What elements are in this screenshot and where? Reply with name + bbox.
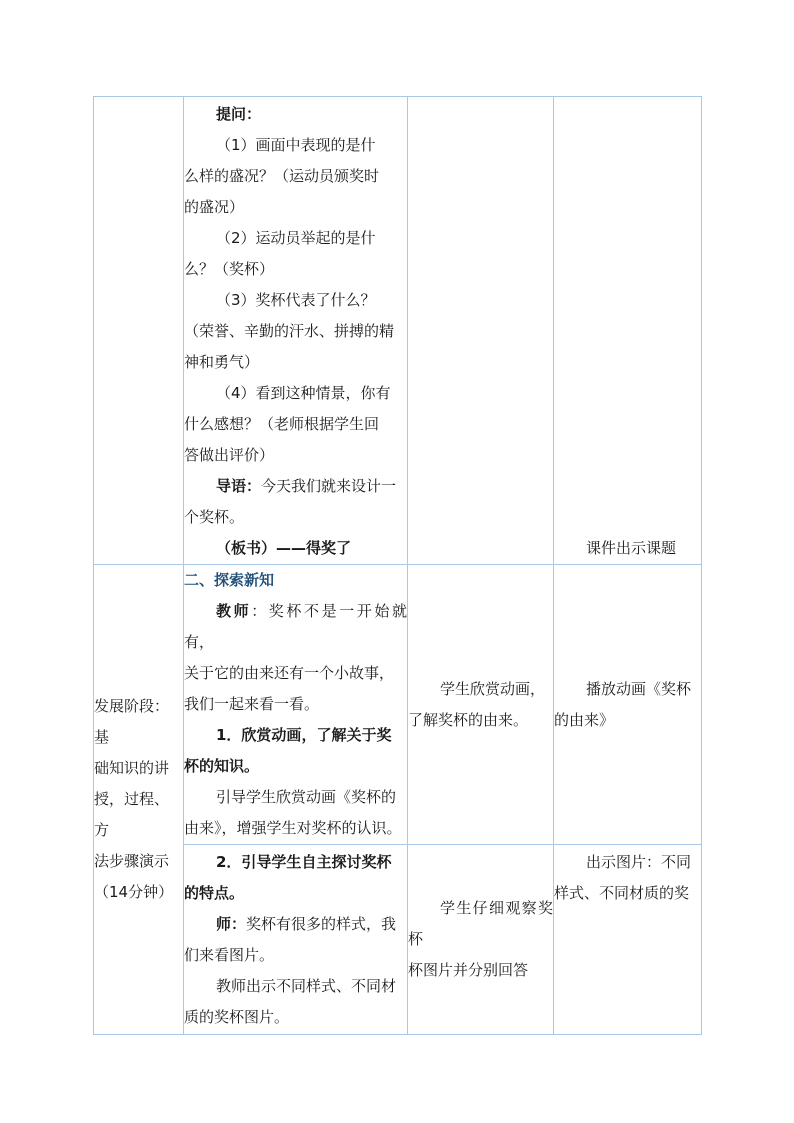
teacher-line-2: 们来看图片。 bbox=[184, 946, 275, 964]
media-cell bbox=[554, 565, 702, 845]
board-writing: （板书）——得奖了 bbox=[216, 539, 352, 557]
teacher-line-3: 我们一起来看一看。 bbox=[184, 695, 320, 713]
student-line-2: 了解奖杯的由来。 bbox=[408, 710, 529, 729]
table-row bbox=[94, 845, 702, 1035]
guide-line-2: 个奖杯。 bbox=[184, 508, 245, 526]
question-3-line-3: 神和勇气） bbox=[184, 353, 260, 371]
teacher-line-1 bbox=[184, 909, 407, 940]
stage-line-2: 础知识的讲 bbox=[94, 759, 170, 777]
media-note: 课件出示课题 bbox=[586, 539, 677, 557]
stage-line-5: （14分钟） bbox=[94, 883, 174, 901]
question-4-line-3: 答做出评价） bbox=[184, 446, 275, 464]
question-2-line-2: 么？（奖杯） bbox=[184, 260, 275, 278]
teacher-label: 师： bbox=[216, 915, 247, 933]
teacher-label: 教师 bbox=[216, 602, 252, 620]
stage-cell-empty bbox=[94, 97, 184, 565]
media-line-2: 的由来》 bbox=[554, 710, 615, 729]
stage-cell bbox=[94, 565, 184, 1035]
step-1-desc-line-2: 由来》，增强学生对奖杯的认识。 bbox=[184, 819, 402, 837]
table-row bbox=[94, 565, 702, 845]
table-row bbox=[94, 97, 702, 565]
lesson-plan-table bbox=[93, 96, 702, 1035]
section-heading: 二、探索新知 bbox=[184, 571, 275, 589]
student-line-1: 学生仔细观察奖杯 bbox=[408, 899, 553, 948]
teacher-text: 奖杯有很多的样式，我 bbox=[246, 915, 397, 933]
teacher-activity-cell bbox=[184, 845, 408, 1035]
media-line-1: 播放动画《奖杯 bbox=[586, 679, 692, 698]
show-line-1: 教师出示不同样式、不同材 bbox=[216, 977, 397, 995]
teacher-line-2: 关于它的由来还有一个小故事， bbox=[184, 664, 395, 682]
step-1-line-1: 1．欣赏动画，了解关于奖 bbox=[216, 726, 392, 744]
question-label: 提问： bbox=[216, 105, 262, 123]
question-1-line-3: 的盛况） bbox=[184, 198, 245, 216]
question-3-line-1: （3）奖杯代表了什么？ bbox=[216, 291, 376, 309]
question-4-line-2: 什么感想？（老师根据学生回 bbox=[184, 415, 380, 433]
media-cell bbox=[554, 845, 702, 1035]
guide-label: 导语： bbox=[216, 477, 262, 495]
teacher-activity-cell bbox=[184, 565, 408, 845]
guide-line-1 bbox=[184, 471, 407, 502]
question-3-line-2: （荣誉、辛勤的汗水、拼搏的精 bbox=[184, 322, 395, 340]
stage-line-3: 授，过程、方 bbox=[94, 790, 170, 839]
media-cell bbox=[554, 97, 702, 565]
teacher-line-1 bbox=[184, 596, 407, 658]
student-activity-cell bbox=[408, 845, 554, 1035]
question-1-line-2: 么样的盛况？（运动员颁奖时 bbox=[184, 167, 380, 185]
media-line-2: 样式、不同材质的奖 bbox=[554, 884, 690, 902]
step-1-desc-line-1: 引导学生欣赏动画《奖杯的 bbox=[216, 788, 397, 806]
guide-text: 今天我们就来设计一 bbox=[261, 477, 397, 495]
question-2-line-1: （2）运动员举起的是什 bbox=[216, 229, 376, 247]
step-1-line-2: 杯的知识。 bbox=[184, 757, 260, 775]
teacher-activity-cell bbox=[184, 97, 408, 565]
student-line-2: 杯图片并分别回答 bbox=[408, 961, 529, 979]
show-line-2: 质的奖杯图片。 bbox=[184, 1008, 290, 1026]
stage-line-1: 发展阶段：基 bbox=[94, 697, 170, 746]
question-4-line-1: （4）看到这种情景，你有 bbox=[216, 384, 391, 402]
stage-line-4: 法步骤演示 bbox=[94, 852, 170, 870]
student-activity-cell-empty bbox=[408, 97, 554, 565]
student-activity-cell bbox=[408, 565, 554, 845]
step-2-line-1: 2．引导学生自主探讨奖杯 bbox=[216, 853, 392, 871]
question-1-line-1: （1）画面中表现的是什 bbox=[216, 136, 376, 154]
step-2-line-2: 的特点。 bbox=[184, 884, 245, 902]
student-line-1: 学生欣赏动画， bbox=[440, 679, 546, 698]
media-line-1: 出示图片：不同 bbox=[586, 853, 692, 871]
teacher-text: ：奖杯不是一开始就有， bbox=[184, 602, 407, 651]
